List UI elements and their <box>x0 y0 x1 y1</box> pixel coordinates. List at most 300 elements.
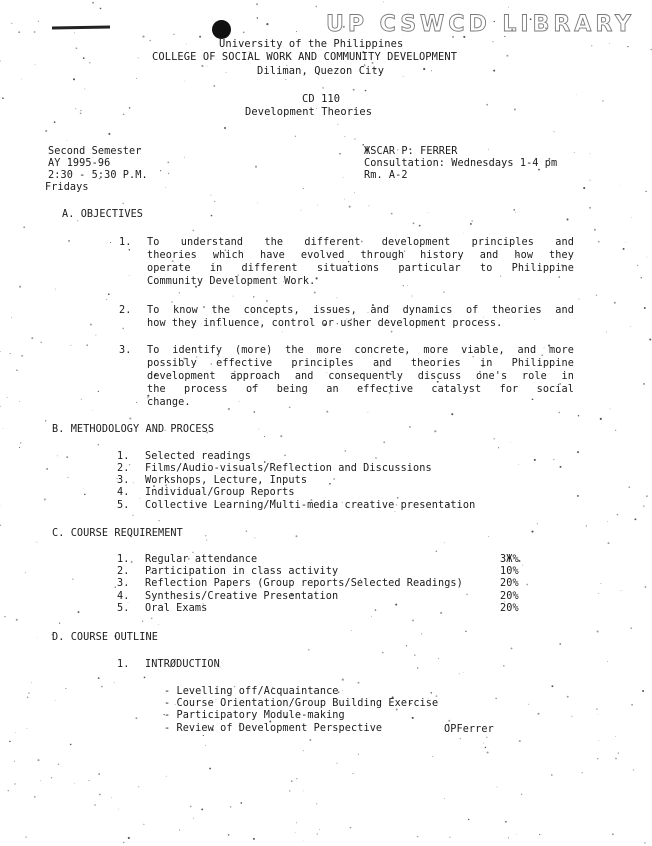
scan-speck <box>607 521 608 522</box>
scan-speck <box>214 201 215 202</box>
scan-speck <box>160 170 161 171</box>
scan-speck <box>15 732 16 733</box>
scan-speck <box>72 579 73 580</box>
scan-speck <box>83 57 85 59</box>
scan-speck <box>435 550 437 552</box>
scan-speck <box>468 819 469 820</box>
class-day: Fridays <box>45 182 89 193</box>
scan-speck <box>333 478 335 480</box>
scan-speck <box>68 240 70 242</box>
scan-speck <box>31 682 32 683</box>
scan-speck <box>11 317 12 318</box>
scan-speck <box>84 494 86 496</box>
scan-speck <box>34 31 36 33</box>
scan-speck <box>407 285 408 286</box>
scan-speck <box>513 209 515 211</box>
scan-speck <box>500 276 501 277</box>
scan-speck <box>254 537 255 538</box>
objective-number: 2. <box>119 305 132 316</box>
scan-speck <box>255 166 257 168</box>
scan-speck <box>336 763 337 764</box>
scan-speck <box>630 326 631 327</box>
scan-speck <box>514 108 516 110</box>
scan-speck <box>412 717 414 719</box>
scan-speck <box>228 834 229 835</box>
scan-speck <box>620 185 621 186</box>
scan-speck <box>205 535 206 536</box>
scan-speck <box>375 609 376 610</box>
scan-speck <box>608 542 610 544</box>
scan-speck <box>606 332 607 333</box>
scan-speck <box>111 797 112 798</box>
scan-speck <box>291 780 293 782</box>
scan-speck <box>431 70 432 71</box>
scan-speck <box>449 837 450 838</box>
scan-speck <box>55 700 56 701</box>
scan-speck <box>440 612 442 614</box>
scan-speck <box>40 342 42 344</box>
scan-speck <box>21 79 22 80</box>
scan-speck <box>571 716 572 717</box>
scan-speck <box>612 834 613 835</box>
scan-speck <box>566 218 568 220</box>
objective-line: To understand the different development principles and <box>147 237 574 248</box>
scan-speck <box>633 769 634 770</box>
scan-speck <box>257 203 258 204</box>
scan-speck <box>644 842 645 843</box>
scan-speck <box>280 435 282 437</box>
scan-speck <box>133 515 134 516</box>
scan-speck <box>326 411 328 413</box>
scan-speck <box>122 328 124 330</box>
scan-speck <box>443 291 444 292</box>
scan-speck <box>518 464 519 465</box>
scan-speck <box>316 803 317 804</box>
scan-speck <box>54 121 56 123</box>
scan-speck <box>578 415 579 416</box>
scan-speck <box>226 72 227 73</box>
scan-speck <box>70 744 72 746</box>
objective-line: possibly effective principles and theories in Philippine <box>147 358 574 369</box>
scan-speck <box>243 31 245 33</box>
scan-speck <box>19 401 20 402</box>
scan-speck <box>609 43 610 44</box>
scan-speck <box>432 756 433 757</box>
scan-speck <box>4 616 6 618</box>
college-name: COLLEGE OF SOCIAL WORK AND COMMUNITY DEVELOPMENT <box>152 51 458 63</box>
scan-speck <box>589 207 591 209</box>
requirement-weight: 10% <box>500 566 519 577</box>
scan-speck <box>559 276 560 277</box>
scan-speck <box>602 100 604 102</box>
section-objectives-heading: A. OBJECTIVES <box>62 209 144 220</box>
scan-speck <box>289 406 291 408</box>
scan-speck <box>438 658 439 659</box>
scan-speck <box>339 153 340 154</box>
scan-speck <box>554 131 555 132</box>
scan-speck <box>358 682 360 684</box>
list-number: 5. <box>117 500 130 511</box>
course-code: CD 110 <box>302 93 341 105</box>
requirement-item: Reflection Papers (Group reports/Selected Readings) <box>145 578 463 589</box>
scan-speck <box>365 90 367 92</box>
scan-speck <box>74 783 75 784</box>
list-number: 3. <box>117 578 130 589</box>
scan-speck <box>70 345 71 346</box>
instructor-initials: OPFerrer <box>444 724 494 735</box>
scan-speck <box>14 761 15 762</box>
scan-speck <box>350 827 352 829</box>
scan-speck <box>610 408 611 409</box>
list-item: Collective Learning/Multi-media creative presentation <box>145 500 476 511</box>
scan-speck <box>598 593 599 594</box>
scan-speck <box>296 31 297 32</box>
scan-speck <box>40 780 41 781</box>
scan-speck <box>642 690 644 692</box>
university-name: University of the Philippines <box>219 38 404 50</box>
scan-speck <box>16 619 18 621</box>
objective-line: the process of being an effective catalyst for social <box>147 384 574 395</box>
scan-speck <box>448 720 450 722</box>
scan-speck <box>0 351 1 352</box>
scan-speck <box>417 836 418 837</box>
scan-speck <box>144 677 146 679</box>
scan-speck <box>383 1 384 2</box>
scan-speck <box>253 838 255 840</box>
scan-speck <box>166 776 167 777</box>
list-item: Workshops, Lecture, Inputs <box>145 475 308 486</box>
scan-speck <box>106 299 107 300</box>
scan-speck <box>295 832 296 833</box>
objective-line: theories which have evolved through history and how they <box>147 250 574 261</box>
scan-speck <box>600 583 601 584</box>
scan-speck <box>505 821 507 823</box>
scan-speck <box>375 457 376 458</box>
scan-speck <box>123 842 125 844</box>
scan-speck <box>643 383 645 385</box>
scan-speck <box>413 222 415 224</box>
scan-speck <box>560 466 562 468</box>
scan-speck <box>118 809 119 810</box>
objective-line: To know the concepts, issues, and dynamics of theories and <box>147 305 574 316</box>
scan-speck <box>21 355 23 357</box>
scan-speck <box>391 331 393 333</box>
scan-speck <box>646 495 648 497</box>
scan-speck <box>579 299 580 300</box>
section-methodology-heading: B. METHODOLOGY AND PROCESS <box>52 424 215 435</box>
scan-speck <box>534 459 536 461</box>
scan-speck <box>108 293 110 295</box>
scan-speck <box>25 572 26 573</box>
scan-speck <box>503 665 505 667</box>
scan-speck <box>58 764 60 766</box>
scan-speck <box>186 44 187 45</box>
scan-speck <box>14 783 15 784</box>
scan-speck <box>567 696 569 698</box>
objective-number: 3. <box>119 345 132 356</box>
scan-speck <box>92 2 94 4</box>
scan-speck <box>80 112 82 114</box>
scan-speck <box>131 561 133 563</box>
scan-speck <box>233 296 234 297</box>
outline-item: - Levelling off/Acquaintance <box>164 686 339 697</box>
scan-speck <box>397 497 399 499</box>
outline-sub-heading: INTRØDUCTION <box>145 659 220 670</box>
scan-speck <box>266 23 268 25</box>
scan-speck <box>284 455 286 457</box>
scan-speck <box>559 412 561 414</box>
scan-speck <box>337 124 338 125</box>
outline-item: - Review of Development Perspective <box>164 723 383 734</box>
scan-speck <box>628 486 630 488</box>
scan-speck <box>89 780 90 781</box>
scan-speck <box>412 295 413 296</box>
objective-line: Community Development Work. <box>147 276 316 287</box>
scan-speck <box>151 618 153 620</box>
scan-speck <box>133 482 134 483</box>
scan-speck <box>35 64 36 65</box>
scan-speck <box>526 584 528 586</box>
semester: Second Semester <box>48 146 142 157</box>
scan-speck <box>142 621 143 622</box>
scan-speck <box>95 335 96 336</box>
scan-speck <box>184 157 185 158</box>
scan-speck <box>351 630 352 631</box>
scan-speck <box>383 441 385 443</box>
scan-speck <box>101 686 103 688</box>
scan-speck <box>534 319 535 320</box>
scan-speck <box>470 223 472 225</box>
scan-speck <box>317 205 318 206</box>
scan-speck <box>582 772 583 773</box>
scan-speck <box>27 696 29 698</box>
scan-speck <box>224 127 226 129</box>
class-time: 2:30 - 5:30 P.M. <box>48 170 148 181</box>
scan-speck <box>98 391 99 392</box>
scan-speck <box>618 752 619 753</box>
scan-speck <box>123 113 125 115</box>
scan-speck <box>649 339 651 341</box>
scan-speck <box>167 162 169 164</box>
scan-speck <box>74 33 75 34</box>
scan-speck <box>31 337 33 339</box>
scan-speck <box>539 834 540 835</box>
scan-speck <box>466 593 468 595</box>
scan-speck <box>78 611 80 613</box>
scan-speck <box>342 690 343 691</box>
scan-speck <box>406 645 407 646</box>
scan-speck <box>253 411 255 413</box>
scan-speck <box>110 242 111 243</box>
scan-speck <box>296 822 297 823</box>
scan-speck <box>115 586 116 587</box>
scan-speck <box>647 257 648 258</box>
scan-speck <box>590 153 591 154</box>
scan-speck <box>136 78 137 79</box>
scan-speck <box>51 777 52 778</box>
scan-speck <box>485 747 486 748</box>
scan-speck <box>296 535 298 537</box>
scan-speck <box>114 682 115 683</box>
scan-speck <box>143 824 144 825</box>
scan-speck <box>506 55 508 57</box>
scan-speck <box>436 695 438 697</box>
scan-speck <box>99 794 101 796</box>
scan-speck <box>395 604 397 606</box>
scan-speck <box>382 652 384 654</box>
scan-speck <box>199 36 201 38</box>
scan-speck <box>205 745 206 746</box>
scan-speck <box>471 220 472 221</box>
scan-speck <box>289 790 290 791</box>
requirement-item: Participation in class activity <box>145 566 339 577</box>
scan-speck <box>574 152 575 153</box>
scan-speck <box>353 89 355 91</box>
scan-speck <box>2 97 4 99</box>
scan-speck <box>465 631 466 632</box>
scan-speck <box>342 679 344 681</box>
scan-speck <box>257 17 259 19</box>
list-number: 4. <box>117 487 130 498</box>
scan-speck <box>493 70 495 72</box>
scan-speck <box>412 619 414 621</box>
scan-speck <box>129 417 131 419</box>
scan-speck <box>419 225 421 227</box>
scan-speck <box>89 62 90 63</box>
scan-speck <box>444 542 445 543</box>
scan-speck <box>158 624 159 625</box>
scan-speck <box>138 786 139 787</box>
scan-speck <box>20 442 21 443</box>
scan-speck <box>84 89 85 90</box>
outline-item: - Participatory Module-making <box>164 710 345 721</box>
scan-speck <box>3 428 4 429</box>
scan-speck <box>354 192 355 193</box>
requirement-weight: 3Ж% <box>500 554 519 565</box>
scan-speck <box>343 177 344 178</box>
scan-speck <box>493 438 494 439</box>
list-item: Films/Audio-visuals/Reflection and Discussions <box>145 463 432 474</box>
list-number: 4. <box>117 591 130 602</box>
scan-speck <box>100 8 102 10</box>
scan-speck <box>309 739 311 741</box>
scan-speck <box>201 65 203 67</box>
scan-speck <box>185 81 186 82</box>
scan-speck <box>516 834 517 835</box>
scan-speck <box>55 289 56 290</box>
scan-speck <box>171 301 173 303</box>
scan-speck <box>246 530 248 532</box>
scan-speck <box>594 229 596 231</box>
scan-speck <box>317 833 318 834</box>
scan-speck <box>492 41 493 42</box>
scan-speck <box>25 836 26 837</box>
scan-speck <box>428 212 429 213</box>
objective-line: operate in different situations particular to Philippine <box>147 263 574 274</box>
scan-speck <box>586 525 587 526</box>
scan-speck <box>486 737 487 738</box>
scan-speck <box>314 292 316 294</box>
scan-speck <box>308 649 309 650</box>
instructor-name: ЖSCAR P. FERRER <box>364 146 458 157</box>
scan-speck <box>168 173 169 174</box>
scan-speck <box>444 798 445 799</box>
scan-speck <box>344 450 346 452</box>
scan-speck <box>213 85 215 87</box>
scan-speck <box>421 633 422 634</box>
outline-sub-number: 1. <box>117 659 130 670</box>
scan-speck <box>598 714 599 715</box>
scan-speck <box>537 523 538 524</box>
scan-speck <box>551 774 553 776</box>
scan-speck <box>8 790 9 791</box>
scan-speck <box>463 233 464 234</box>
requirement-weight: 20% <box>500 591 519 602</box>
section-outline-heading: D. COURSE OUTLINE <box>52 632 158 643</box>
scan-speck <box>617 514 619 516</box>
scan-speck <box>285 79 286 80</box>
scan-speck <box>531 531 533 533</box>
scan-speck <box>316 277 318 279</box>
scan-speck <box>630 627 632 629</box>
scan-speck <box>322 87 324 89</box>
requirement-item: Regular attendance <box>145 554 258 565</box>
scan-speck <box>296 778 297 779</box>
scan-speck <box>179 829 180 830</box>
scan-speck <box>459 673 460 674</box>
objective-line: development approach and consequently discuss one's role in <box>147 371 574 382</box>
scan-speck <box>344 136 345 137</box>
scan-speck <box>577 495 579 497</box>
scan-speck <box>258 429 259 430</box>
scan-speck <box>329 483 331 485</box>
scan-speck <box>80 110 81 111</box>
scan-speck <box>623 248 625 250</box>
scan-speck <box>282 331 283 332</box>
list-number: 2. <box>117 463 130 474</box>
scan-speck <box>36 542 37 543</box>
scan-speck <box>190 806 192 808</box>
scan-speck <box>488 149 489 150</box>
scan-speck <box>349 206 351 208</box>
scan-speck <box>597 630 599 632</box>
scan-speck <box>371 616 372 617</box>
section-requirement-heading: C. COURSE REQUIREMENT <box>52 528 183 539</box>
scan-speck <box>497 787 498 788</box>
scan-speck <box>193 230 195 232</box>
scan-speck <box>615 758 617 760</box>
scan-speck <box>135 717 137 719</box>
scan-speck <box>615 430 616 431</box>
objective-line: how they influence, control or usher development process. <box>147 318 503 329</box>
scan-speck <box>97 444 99 446</box>
scan-speck <box>23 226 25 228</box>
library-stamp: UP CSWCD LIBRARY <box>326 12 635 37</box>
list-item: Selected readings <box>145 451 251 462</box>
scan-speck <box>98 773 100 775</box>
scan-speck <box>256 3 258 5</box>
scan-speck <box>76 47 78 49</box>
scan-speck <box>92 410 93 411</box>
scan-speck <box>228 408 230 410</box>
scan-speck <box>352 773 353 774</box>
scan-speck <box>139 498 140 499</box>
scan-speck <box>44 499 46 501</box>
punch-hole-mark <box>212 20 231 39</box>
scan-speck <box>336 297 337 298</box>
list-number: 1. <box>117 451 130 462</box>
scan-speck <box>354 138 355 139</box>
